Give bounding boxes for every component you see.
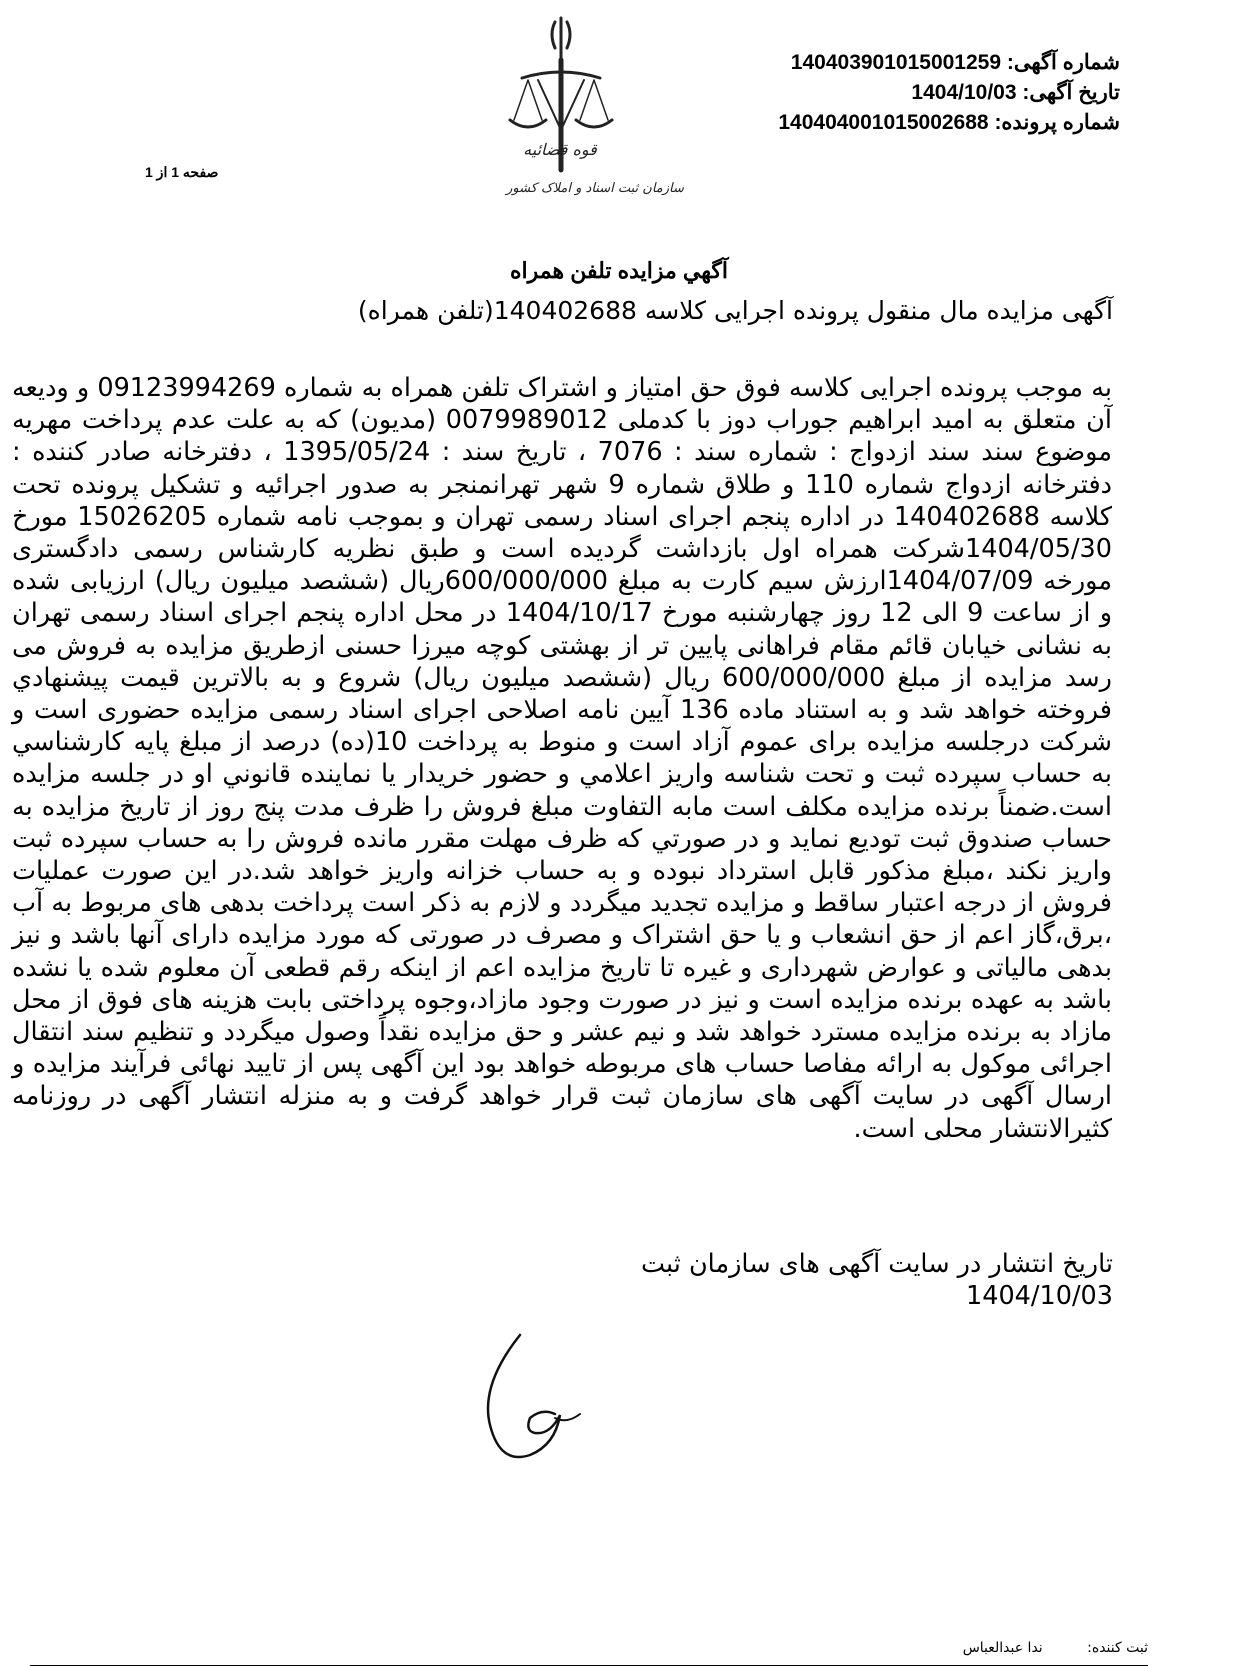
- judiciary-emblem: [500, 10, 715, 215]
- emblem-line1: قوه قضائیه: [523, 140, 597, 159]
- ad-number: 140403901015001259: [790, 51, 1002, 74]
- subtitle: آگهی مزایده مال منقول پرونده اجرایی کلاسه 140402688(تلفن همراه): [357, 296, 1113, 325]
- page-title: آگهي مزايده تلفن همراه: [509, 258, 728, 283]
- ad-date-row: [700, 78, 1120, 108]
- publication-note: [641, 1248, 1113, 1312]
- signature: [460, 1320, 610, 1480]
- case-number-label: شماره پرونده:: [994, 111, 1120, 134]
- case-number-row: [700, 108, 1120, 138]
- case-number: 140404001015002688: [778, 111, 989, 134]
- publication-date: 1404/10/03: [966, 1281, 1113, 1311]
- registrar: [963, 1640, 1148, 1656]
- ad-metadata: [700, 48, 1120, 138]
- registrar-label: ثبت كننده:: [1087, 1640, 1148, 1656]
- ad-number-row: [700, 48, 1120, 78]
- publication-line: تاریخ انتشار در سایت آگهی های سازمان ثبت: [641, 1249, 1113, 1279]
- page-indicator: صفحه 1 از 1: [145, 164, 219, 180]
- ad-number-label: شماره آگهی:: [1006, 51, 1120, 74]
- registrar-name: ندا عبدالعباس: [962, 1640, 1043, 1656]
- ad-date-label: تاریخ آگهی:: [1022, 81, 1120, 104]
- emblem-line2: سازمان ثبت اسناد و املاک کشور: [506, 181, 684, 196]
- notice-body: به موجب پرونده اجرایی کلاسه فوق حق امتیاز و اشتراک تلفن همراه به شماره 09123994269 و ودیعه آن متعلق به امید ابراهیم جوراب دوز با کدملی 0079989012 (مدیون) که به علت عدم پرداخت مهریه موضوع سند سند ازدواج : شماره سند : 7076 ، تاریخ سند : 1395/05/24 ، دفترخانه صادر کننده : دفترخانه ازدواج شماره 110 و طلاق شماره 9 شهر تهرانمنجر به صدور اجرائیه و تشکیل پرونده تحت کلاسه 140402688 در اداره پنجم اجرای اسناد رسمی تهران و بموجب نامه شماره 15026205 مورخ 1404/05/30شرکت همراه اول بازداشت گردیده است و طبق نظریه کارشناس رسمی دادگستری مورخه 1404/07/09ارزش سیم کارت به مبلغ 600/000/000ریال (ششصد میلیون ریال) ارزیابی شده و از ساعت 9 الی 12 روز چهارشنبه مورخ 1404/10/17 در محل اداره پنجم اجرای اسناد رسمی تهران به نشانی خیابان قائم مقام فراهانی پایین تر از بهشتی کوچه میرزا حسنی ازطریق مزایده به فروش می رسد مزایده از مبلغ 600/000/000 ریال (ششصد میلیون ریال) شروع و به بالاترین قیمت پیشنهادي فروخته خواهد شد و به استناد ماده 136 آیین نامه اصلاحی اجرای اسناد رسمی مزایده حضوری است و شرکت درجلسه مزایده برای عموم آزاد است و منوط به پرداخت 10(ده) درصد از مبلغ پایه کارشناسي به حساب سپرده ثبت و تحت شناسه واريز اعلامي و حضور خريدار يا نماينده قانوني او در جلسه مزايده است.ضمناً برنده مزایده مکلف است مابه التفاوت مبلغ فروش را ظرف مدت پنج روز از تاریخ مزایده به حساب صندوق ثبت تودیع نماید و در صورتي كه ظرف مهلت مقرر مانده فروش را به حساب سپرده ثبت واريز نكند ،مبلغ مذكور قابل استرداد نبوده و به حساب خزانه واريز خواهد شد.در این صورت عملیات فروش از درجه اعتبار ساقط و مزایده تجدید میگردد و لازم به ذکر است پرداخت بدهی های مربوط به آب ،برق،گاز اعم از حق انشعاب و یا حق اشتراک و مصرف در صورتی که مورد مزایده دارای آنها باشد و نیز بدهی مالیاتی و عوارض شهرداری و غیره تا تاریخ مزایده اعم از اینکه رقم قطعی آن معلوم شده یا نشده باشد به عهده برنده مزایده است و نیز در صورت وجود مازاد،وجوه پرداختی بابت هزینه های فوق از محل مازاد به برنده مزایده مسترد خواهد شد و نیم عشر و حق مزایده نقداً وصول میگردد و تنظیم سند انتقال اجرائی موکول به ارائه مفاصا حساب های مربوطه خواهد بود این آگهی پس از تایید نهائی فرآیند مزایده و ارسال آگهی در سایت آگهی های سازمان ثبت قرار خواهد گرفت و به منزله انتشار آگهی در روزنامه کثیرالانتشار محلی است.: [12, 373, 1113, 1144]
- ad-date: 1404/10/03: [911, 81, 1017, 104]
